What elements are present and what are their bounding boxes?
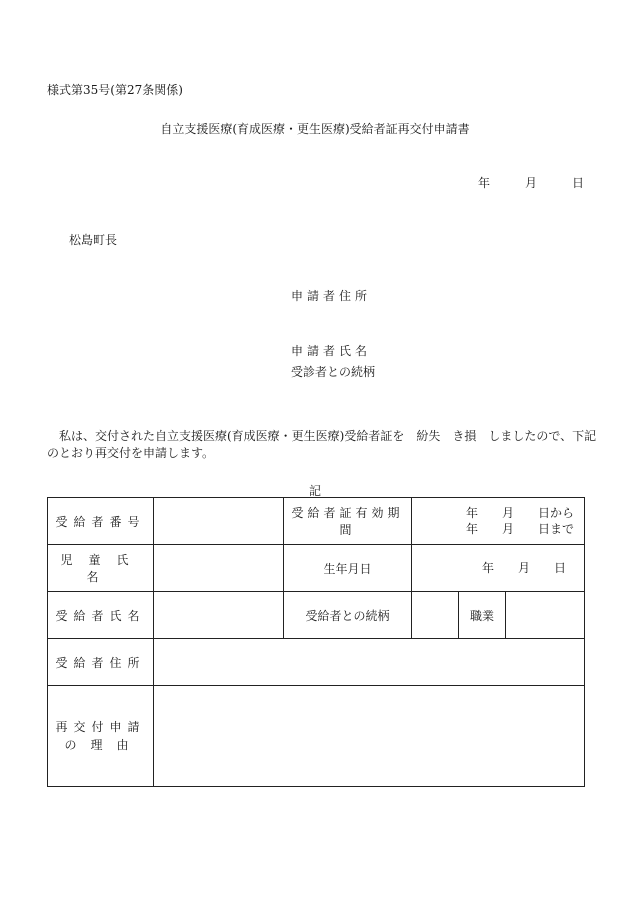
child-name-label: 児童氏名 bbox=[48, 545, 154, 592]
table-row bbox=[48, 639, 585, 686]
validity-from: 年 月 日から bbox=[465, 506, 574, 520]
table-row bbox=[48, 686, 585, 787]
table-row bbox=[48, 498, 585, 545]
addressee: 松島町長 bbox=[69, 233, 118, 247]
date-month: 月 bbox=[525, 176, 538, 190]
validity-to: 年 月 日まで bbox=[465, 522, 574, 536]
reason-label bbox=[48, 686, 154, 787]
recipient-number-field[interactable] bbox=[154, 498, 284, 545]
table-row bbox=[48, 592, 585, 639]
recipient-name-field[interactable] bbox=[154, 592, 284, 639]
applicant-relation-label: 受診者との続柄 bbox=[291, 365, 376, 379]
recipient-number-label: 受給者番号 bbox=[48, 498, 154, 545]
applicant-address-label: 申請者住所 bbox=[291, 289, 372, 303]
recipient-name-label: 受給者氏名 bbox=[48, 592, 154, 639]
date-year: 年 bbox=[478, 176, 491, 190]
recipient-address-field[interactable] bbox=[154, 639, 585, 686]
body-line-1: 私は、交付された自立支援医療(育成医療・更生医療)受給者証を 紛失 き損 しましたので、下記 bbox=[59, 429, 597, 443]
child-name-field[interactable] bbox=[154, 545, 284, 592]
form-number: 様式第35号(第27条関係) bbox=[47, 83, 183, 97]
reason-field[interactable] bbox=[154, 686, 585, 787]
relation-field[interactable] bbox=[412, 592, 459, 639]
ki-label: 記 bbox=[308, 484, 321, 498]
birthdate-label: 生年月日 bbox=[284, 545, 412, 592]
application-table bbox=[47, 497, 585, 787]
page-title: 自立支援医療(育成医療・更生医療)受給者証再交付申請書 bbox=[160, 122, 470, 136]
relation-label: 受給者との続柄 bbox=[284, 592, 412, 639]
occupation-field[interactable] bbox=[506, 592, 585, 639]
occupation-label: 職業 bbox=[459, 592, 506, 639]
reason-label-line-1: 再交付申請 bbox=[55, 720, 146, 734]
date-day: 日 bbox=[572, 176, 585, 190]
applicant-name-label: 申請者氏名 bbox=[291, 344, 372, 358]
body-line-2: のとおり再交付を申請します。 bbox=[47, 446, 215, 460]
validity-field[interactable] bbox=[412, 498, 585, 545]
validity-label: 受給者証有効期間 bbox=[284, 498, 412, 545]
recipient-address-label: 受給者住所 bbox=[48, 639, 154, 686]
birthdate-field[interactable] bbox=[412, 545, 585, 592]
reason-label-line-2: の理由 bbox=[64, 738, 143, 752]
birthdate-value: 年 月 日 bbox=[481, 561, 566, 575]
table-row bbox=[48, 545, 585, 592]
